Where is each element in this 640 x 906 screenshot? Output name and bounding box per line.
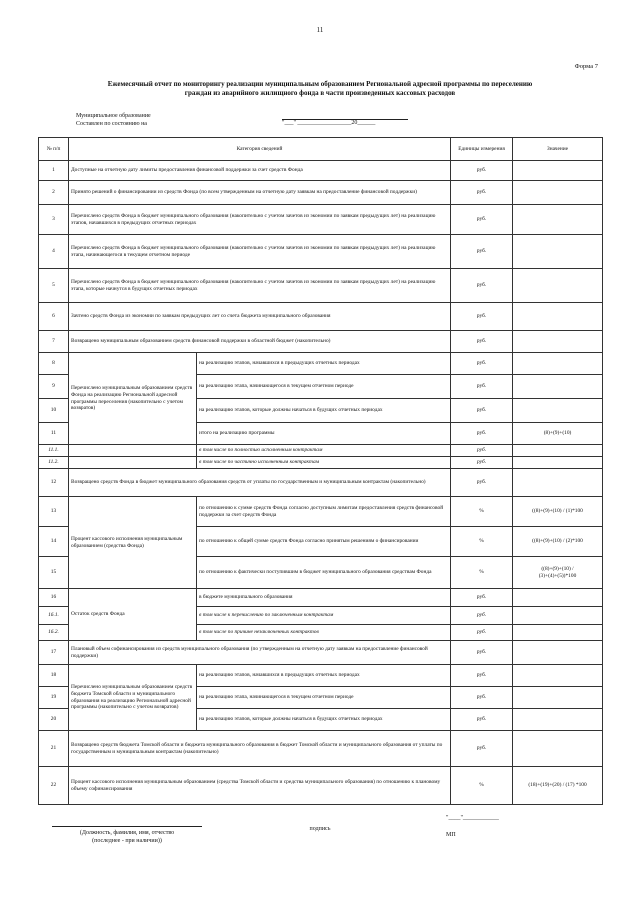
header-unit: Единицы измерения bbox=[451, 138, 513, 161]
row-unit: руб. bbox=[451, 687, 513, 709]
row-number: 16.1. bbox=[39, 607, 69, 625]
row-number: 11 bbox=[39, 423, 69, 445]
row-value[interactable] bbox=[513, 641, 603, 665]
report-title-line-2: граждан из аварийного жилищного фонда в части произведенных кассовых расходов bbox=[184, 89, 456, 97]
row-text: Перечислено средств Фонда в бюджет муниципального образования (накопительно с учетом зачетов из экономии по заявкам предыдущих лет) на реализацию этапа, которые начнутся в будущих отчетных периодах bbox=[69, 269, 451, 303]
row-value[interactable]: ((8)+(9)+(10) / (2)*100 bbox=[513, 527, 603, 557]
row-unit: % bbox=[451, 557, 513, 589]
row-text: по отношению к сумме средств Фонда согласно доступным лимитам предоставления средств финансовой поддержки за счет средств Фонда bbox=[197, 497, 451, 527]
row-number: 1 bbox=[39, 161, 69, 181]
row-value-line-1: ((8)+(9)+(10) / bbox=[541, 565, 574, 572]
row-text: в том числе по частично исполненным контрактам bbox=[197, 457, 451, 469]
row-value[interactable] bbox=[513, 687, 603, 709]
table-row bbox=[39, 497, 603, 527]
row-group-empty bbox=[69, 457, 197, 469]
row-value[interactable] bbox=[513, 469, 603, 497]
row-value[interactable] bbox=[513, 235, 603, 269]
row-unit: руб. bbox=[451, 235, 513, 269]
row-unit: % bbox=[451, 527, 513, 557]
row-text: Доступные на отчетную дату лимиты предоставления финансовой поддержки за счет средств Фонда bbox=[69, 161, 451, 181]
row-text: Перечислено средств Фонда в бюджет муниципального образования (накопительно с учетом зачетов из экономии по заявкам предыдущих лет) на реализацию этапов, начавшихся в предыдущих отчетных периодах bbox=[69, 205, 451, 235]
sign-label: подпись bbox=[309, 826, 331, 832]
row-group-empty bbox=[69, 445, 197, 457]
row-text: на реализацию этапа, начинающегося в текущем отчетном периоде bbox=[197, 687, 451, 709]
row-number: 13 bbox=[39, 497, 69, 527]
row-value[interactable]: (18)+(19)+(20) / (17) *100 bbox=[513, 767, 603, 805]
row-text: Процент кассового исполнения муниципальным образованием (средства Томской области и средства муниципального образования) по отношению к плановому объему софинансирования bbox=[69, 767, 451, 805]
row-value[interactable] bbox=[513, 161, 603, 181]
row-value[interactable] bbox=[513, 375, 603, 399]
group-transferred-fund: Перечислено муниципальным образованием средств Фонда на реализацию Региональной адресной программы переселения (накопительно с учетом возвратов) bbox=[69, 353, 197, 445]
row-value[interactable] bbox=[513, 557, 603, 589]
row-value[interactable] bbox=[513, 205, 603, 235]
stamp-label: МП bbox=[446, 832, 456, 838]
row-text: Возвращено средств Фонда в бюджет муниципального образования средств от уплаты по государственным и муниципальным контрактам (накопительно) bbox=[69, 469, 451, 497]
row-text: на реализацию этапов, начавшихся в предыдущих отчетных периодах bbox=[197, 665, 451, 687]
row-number: 8 bbox=[39, 353, 69, 375]
row-value[interactable] bbox=[513, 709, 603, 731]
row-unit: руб. bbox=[451, 641, 513, 665]
group-transferred-region: Перечислено муниципальным образованием средств бюджета Томской области и муниципального образования на реализацию Региональной адресной программы (накопительно с учетом возвратов) bbox=[69, 665, 197, 731]
row-unit: руб. bbox=[451, 625, 513, 641]
row-unit: руб. bbox=[451, 205, 513, 235]
row-number: 6 bbox=[39, 303, 69, 331]
table-row bbox=[39, 731, 603, 767]
row-number: 4 bbox=[39, 235, 69, 269]
position-line bbox=[52, 826, 202, 827]
group-cash-execution: Процент кассового исполнения муниципальным образованием (средства Фонда) bbox=[69, 497, 197, 589]
row-unit: руб. bbox=[451, 731, 513, 767]
table-row bbox=[39, 767, 603, 805]
form-label: Форма 7 bbox=[574, 63, 598, 70]
table-row bbox=[39, 181, 603, 205]
row-unit: руб. bbox=[451, 665, 513, 687]
table-row bbox=[39, 235, 603, 269]
row-text: в том числе к перечислению по заключенным контрактам bbox=[197, 607, 451, 625]
row-value[interactable] bbox=[513, 303, 603, 331]
row-value[interactable] bbox=[513, 331, 603, 353]
row-text: на реализацию этапов, которые должны начаться в будущих отчетных периодах bbox=[197, 709, 451, 731]
row-value[interactable] bbox=[513, 181, 603, 205]
table-row bbox=[39, 665, 603, 687]
row-value[interactable] bbox=[513, 399, 603, 423]
row-value[interactable]: (8)+(9)+(10) bbox=[513, 423, 603, 445]
row-unit: руб. bbox=[451, 399, 513, 423]
row-unit: руб. bbox=[451, 375, 513, 399]
row-unit: руб. bbox=[451, 303, 513, 331]
row-value[interactable] bbox=[513, 607, 603, 625]
table-row bbox=[39, 331, 603, 353]
table-row bbox=[39, 161, 603, 181]
row-text: в том числе по полностью исполненным контрактам bbox=[197, 445, 451, 457]
row-number: 16.2. bbox=[39, 625, 69, 641]
row-unit: руб. bbox=[451, 445, 513, 457]
table-row bbox=[39, 303, 603, 331]
row-value[interactable] bbox=[513, 445, 603, 457]
position-label: (Должность, фамилия, имя, отчество bbox=[79, 830, 175, 836]
row-unit: руб. bbox=[451, 607, 513, 625]
row-value[interactable]: ((8)+(9)+(10) / (1)*100 bbox=[513, 497, 603, 527]
row-number: 10 bbox=[39, 399, 69, 423]
row-number: 18 bbox=[39, 665, 69, 687]
row-unit: руб. bbox=[451, 457, 513, 469]
position-label-2: (последнее - при наличии)) bbox=[92, 838, 162, 844]
row-number: 14 bbox=[39, 527, 69, 557]
table-row bbox=[39, 641, 603, 665]
signature-date: "____"____________ bbox=[446, 815, 499, 821]
row-text: на реализацию этапов, которые должны начаться в будущих отчетных периодах bbox=[197, 399, 451, 423]
header-category: Категория сведений bbox=[69, 138, 451, 161]
row-value[interactable] bbox=[513, 665, 603, 687]
table-row bbox=[39, 445, 603, 457]
row-value[interactable] bbox=[513, 269, 603, 303]
row-unit: % bbox=[451, 767, 513, 805]
sign-block bbox=[290, 826, 350, 832]
row-unit: % bbox=[451, 497, 513, 527]
report-title-line-1: Ежемесячный отчет по мониторингу реализации муниципальным образованием Региональной адресной программы по переселению bbox=[107, 80, 533, 88]
row-unit: руб. bbox=[451, 161, 513, 181]
row-number: 16 bbox=[39, 589, 69, 607]
row-number: 7 bbox=[39, 331, 69, 353]
row-unit: руб. bbox=[451, 331, 513, 353]
header-number: № п/п bbox=[39, 138, 69, 161]
table-row bbox=[39, 469, 603, 497]
row-unit: руб. bbox=[451, 181, 513, 205]
row-text: итого на реализацию программы bbox=[197, 423, 451, 445]
row-text: Зачтено средств Фонда из экономии по заявкам предыдущих лет со счета бюджета муниципального образования bbox=[69, 303, 451, 331]
row-number: 2 bbox=[39, 181, 69, 205]
row-text: на реализацию этапа, начинающегося в текущем отчетном периоде bbox=[197, 375, 451, 399]
page-number: 11 bbox=[316, 26, 324, 34]
row-number: 11.2. bbox=[39, 457, 69, 469]
row-number: 15 bbox=[39, 557, 69, 589]
row-value[interactable] bbox=[513, 589, 603, 607]
row-number: 20 bbox=[39, 709, 69, 731]
row-number: 21 bbox=[39, 731, 69, 767]
row-text: в том числе по причине незаключенных контрактов bbox=[197, 625, 451, 641]
date-label: Составлен по состоянию на bbox=[76, 121, 147, 127]
table-row bbox=[39, 205, 603, 235]
row-number: 3 bbox=[39, 205, 69, 235]
row-value[interactable] bbox=[513, 625, 603, 641]
row-number: 17 bbox=[39, 641, 69, 665]
municipality-label: Муниципальное образование bbox=[76, 113, 151, 119]
report-title bbox=[40, 80, 600, 98]
row-number: 11.1. bbox=[39, 445, 69, 457]
row-text: по отношению к фактически поступившим в бюджет муниципального образования средствам Фонда bbox=[197, 557, 451, 589]
row-text: Возвращено муниципальным образованием средств финансовой поддержки в областной бюджет (накопительно) bbox=[69, 331, 451, 353]
row-value-line-2: (3)+(4)+(5))*100 bbox=[538, 572, 577, 579]
row-value[interactable] bbox=[513, 457, 603, 469]
header-value: Значение bbox=[513, 138, 603, 161]
report-table bbox=[38, 137, 603, 805]
row-text: Плановый объем софинансирования из средств муниципального образования (по утвержденным на отчетную дату заявкам на предоставление финансовой поддержки) bbox=[69, 641, 451, 665]
row-unit: руб. bbox=[451, 269, 513, 303]
row-unit: руб. bbox=[451, 469, 513, 497]
row-text: на реализацию этапов, начавшихся в предыдущих отчетных периодах bbox=[197, 353, 451, 375]
table-row bbox=[39, 353, 603, 375]
row-text: по отношению к общей сумме средств Фонда согласно принятым решениям о финансировании bbox=[197, 527, 451, 557]
row-text: Возвращено средств бюджета Томской области и бюджета муниципального образования в бюджет Томской области и муниципального образования от уплаты по государственным и муниципальным контрактам (накопительно) bbox=[69, 731, 451, 767]
table-row bbox=[39, 589, 603, 607]
row-unit: руб. bbox=[451, 353, 513, 375]
row-text: Перечислено средств Фонда в бюджет муниципального образования (накопительно с учетом зачетов из экономии по заявкам предыдущих лет) на реализацию этапа, начинающегося в текущем отчетном периоде bbox=[69, 235, 451, 269]
row-number: 9 bbox=[39, 375, 69, 399]
position-signature-block bbox=[52, 826, 202, 845]
row-value[interactable] bbox=[513, 353, 603, 375]
date-value: "___" __________________20______ bbox=[282, 120, 376, 126]
row-number: 5 bbox=[39, 269, 69, 303]
row-text: в бюджете муниципального образования bbox=[197, 589, 451, 607]
row-number: 22 bbox=[39, 767, 69, 805]
row-unit: руб. bbox=[451, 589, 513, 607]
group-fund-balance: Остаток средств Фонда bbox=[69, 589, 197, 641]
row-number: 12 bbox=[39, 469, 69, 497]
table-row bbox=[39, 457, 603, 469]
row-value[interactable] bbox=[513, 731, 603, 767]
table-header-row bbox=[39, 138, 603, 161]
row-unit: руб. bbox=[451, 423, 513, 445]
row-number: 19 bbox=[39, 687, 69, 709]
row-unit: руб. bbox=[451, 709, 513, 731]
table-row bbox=[39, 269, 603, 303]
row-text: Принято решений о финансировании из средств Фонда (по всем утвержденным на отчетную дату заявкам на предоставление финансовой поддержки) bbox=[69, 181, 451, 205]
